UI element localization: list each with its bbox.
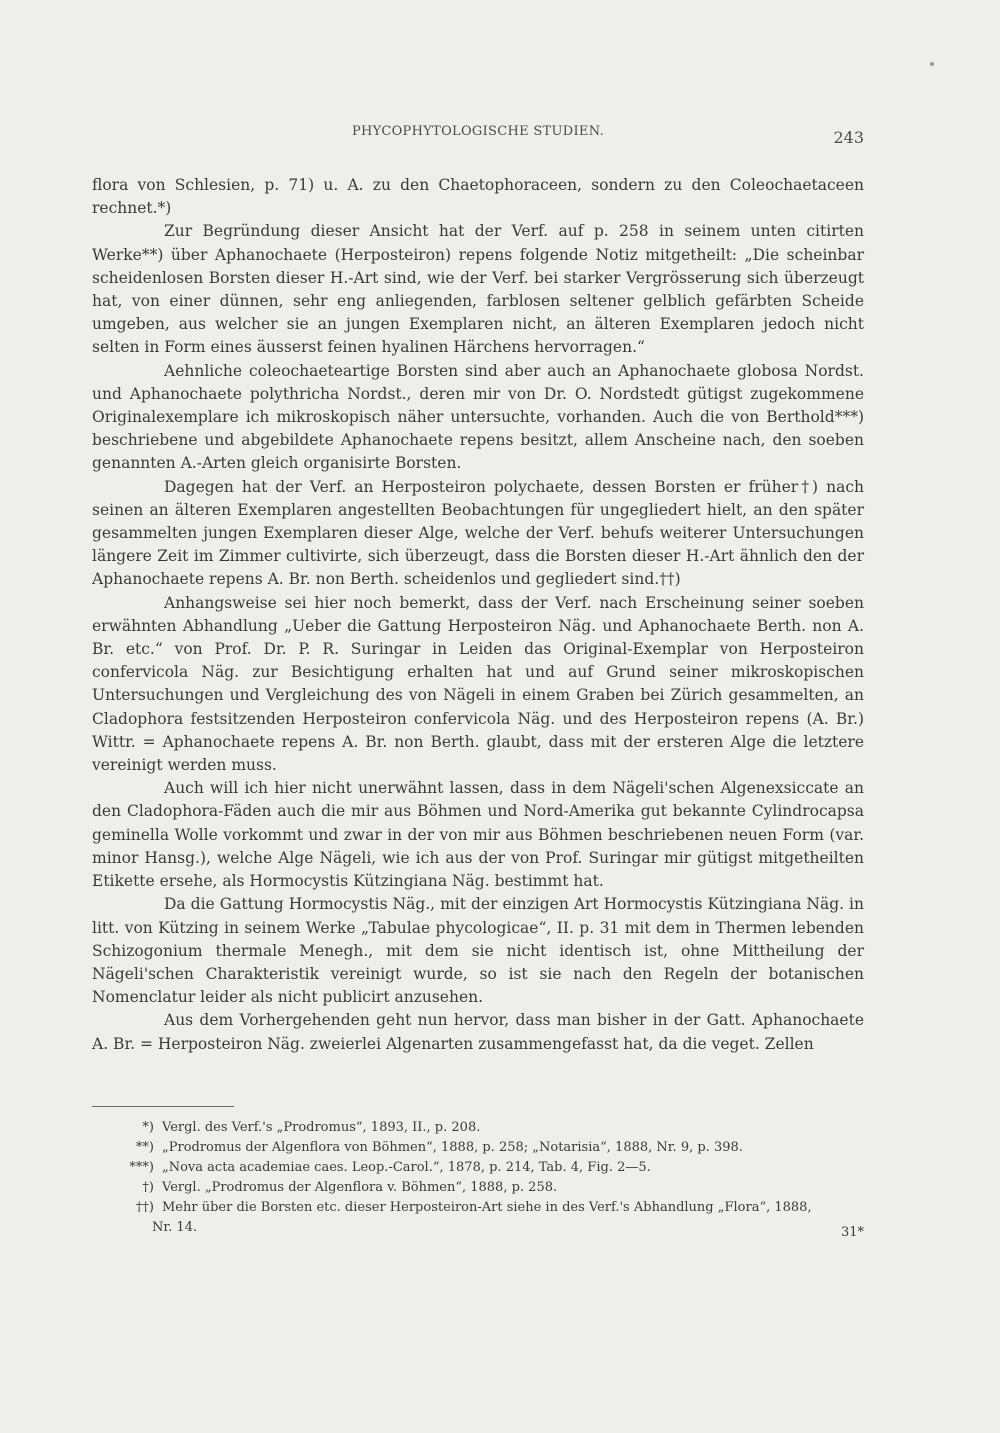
running-head: PHYCOPHYTOLOGISCHE STUDIEN. bbox=[351, 124, 604, 139]
signature-mark: 31* bbox=[840, 1225, 864, 1240]
paragraph: Anhangsweise sei hier noch bemerkt, dass der Verf. nach Erscheinung seiner soeben erwähnten Abhandlung „Ueber die Gattung Herposteiron Näg. und Aphanochaete Berth. non A. Br. etc.“ von Prof. Dr. P. R. Suringar in Leiden das Original-Exemplar von Herposteiron confervicola Näg. zur Besichtigung erhalten hat und auf Grund seiner mikroskopischen Untersuchungen und Vergleichung des von Nägeli in einem Graben bei Zürich gesammelten, an Cladophora festsitzenden Herposteiron confervicola Näg. und des Herposteiron repens (A. Br.) Wittr. = Aphanochaete repens A. Br. non Berth. glaubt, dass mit der ersteren Alge die letztere vereinigt werden muss. bbox=[92, 593, 864, 775]
paragraph: Dagegen hat der Verf. an Herposteiron polychaete, dessen Borsten er früher†) nach seinen an älteren Exemplaren angestellten Beobachtungen für ungegliedert hielt, an den später gesammelten jungen Exemplaren dieser Alge, welche der Verf. behufs weiterer Untersuchungen längere Zeit im Zimmer cultivirte, sich überzeugt, dass die Borsten dieser H.-Art ähnlich den der Aphanochaete repens A. Br. non Berth. scheidenlos und gegliedert sind.††) bbox=[92, 477, 864, 589]
paragraph: Zur Begründung dieser Ansicht hat der Verf. auf p. 258 in seinem unten citirten Werke**) über Aphanochaete (Herposteiron) repens folgende Notiz mitgetheilt: „Die scheinbar scheidenlosen Borsten dieser H.-Art sind, wie der Verf. bei starker Vergrösserung sich überzeugt hat, von einer dünnen, sehr eng anliegenden, farblosen seltener gelblich gefärbten Scheide umgeben, aus welcher sie an jungen Exemplaren nicht, an älteren Exemplaren jedoch nicht selten in Form eines äusserst feinen hyalinen Härchens hervorragen.“ bbox=[92, 222, 864, 357]
footnote-mark: ††) bbox=[135, 1200, 154, 1215]
footnote bbox=[92, 1198, 864, 1218]
paragraph: flora von Schlesien, p. 71) u. A. zu den Chaetophoraceen, sondern zu den Coleochaetaceen rechnet.*) bbox=[92, 176, 864, 218]
footnote-divider bbox=[92, 1106, 234, 1107]
footnote bbox=[92, 1118, 864, 1138]
footnotes bbox=[92, 1118, 864, 1238]
footnote-mark: **) bbox=[135, 1140, 154, 1155]
paper-speck bbox=[930, 62, 934, 66]
footnote-text: Mehr über die Borsten etc. dieser Herposteiron-Art siehe in des Verf.'s Abhandlung „Flora“, 1888, bbox=[162, 1200, 812, 1215]
footnote bbox=[92, 1178, 864, 1198]
footnote bbox=[92, 1138, 864, 1158]
paragraph: Auch will ich hier nicht unerwähnt lassen, dass in dem Nägeli'schen Algenexsiccate an den Cladophora-Fäden auch die mir aus Böhmen und Nord-Amerika gut bekannte Cylindrocapsa geminella Wolle vorkommt und zwar in der von mir aus Böhmen beschriebenen neuen Form (var. minor Hansg.), welche Alge Nägeli, wie ich aus der von Prof. Suringar mir gütigst mitgetheilten Etikette ersehe, als Hormocystis Kützingiana Näg. bestimmt hat. bbox=[92, 779, 864, 891]
page-number: 243 bbox=[833, 128, 864, 147]
paragraph: Da die Gattung Hormocystis Näg., mit der einzigen Art Hormocystis Kützingiana Näg. in litt. von Kützing in seinem Werke „Tabulae phycologicae“, II. p. 31 mit dem in Thermen lebenden Schizogonium thermale Menegh., mit dem sie nicht identisch ist, ohne Mittheilung der Nägeli'schen Charakteristik vereinigt wurde, so ist sie nach den Regeln der botanischen Nomenclatur leider als nicht publicirt anzusehen. bbox=[92, 895, 864, 1007]
footnote-mark: †) bbox=[142, 1180, 154, 1195]
footnote-text: „Prodromus der Algenflora von Böhmen“, 1888, p. 258; „Notarisia“, 1888, Nr. 9, p. 398. bbox=[162, 1140, 743, 1155]
footnote-text: Vergl. „Prodromus der Algenflora v. Böhmen“, 1888, p. 258. bbox=[162, 1180, 558, 1195]
footnote-mark: ***) bbox=[129, 1160, 154, 1175]
footnote-continuation: Nr. 14. bbox=[152, 1220, 198, 1235]
page-header bbox=[92, 124, 864, 146]
footnote-mark: *) bbox=[142, 1120, 154, 1135]
footnote bbox=[92, 1158, 864, 1178]
footnote-text: Vergl. des Verf.'s „Prodromus“, 1893, II., p. 208. bbox=[162, 1120, 481, 1135]
paragraph: Aehnliche coleochaeteartige Borsten sind aber auch an Aphanochaete globosa Nordst. und Aphanochaete polythricha Nordst., deren mir von Dr. O. Nordstedt gütigst zugekommene Originalexemplare ich mikroskopisch näher untersuchte, vorhanden. Auch die von Berthold***) beschriebene und abgebildete Aphanochaete repens besitzt, allem Anscheine nach, den soeben genannten A.-Arten gleich organisirte Borsten. bbox=[92, 361, 864, 473]
body-text bbox=[92, 174, 864, 1056]
paragraph: Aus dem Vorhergehenden geht nun hervor, dass man bisher in der Gatt. Aphanochaete A. Br. = Herposteiron Näg. zweierlei Algenarten zusammengefasst hat, da die veget. Zellen bbox=[92, 1011, 864, 1053]
footnote-text: „Nova acta academiae caes. Leop.-Carol.“, 1878, p. 214, Tab. 4, Fig. 2—5. bbox=[162, 1160, 651, 1175]
